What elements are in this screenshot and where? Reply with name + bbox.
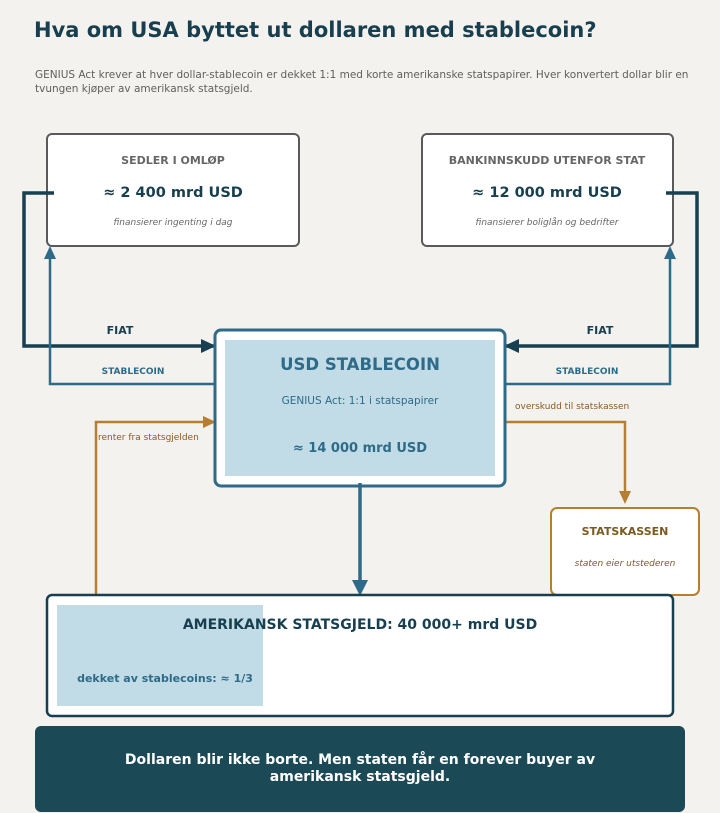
interest-label: renter fra statsgjelden bbox=[98, 433, 199, 443]
debt-box bbox=[47, 595, 673, 716]
interest-arrow bbox=[96, 422, 204, 596]
stablecoin-arrowhead-right bbox=[664, 246, 676, 259]
stablecoin-title: USD STABLECOIN bbox=[280, 355, 440, 374]
treasury-note: staten eier utstederen bbox=[574, 559, 676, 569]
cash-value: ≈ 2 400 mrd USD bbox=[103, 185, 243, 201]
treasury-title: STATSKASSEN bbox=[581, 525, 669, 538]
deposits-box bbox=[422, 134, 673, 246]
page-subtitle: GENIUS Act krever at hver dollar-stablecoin er dekket 1:1 med korte amerikanske statspapirer. Hver konvertert dollar blir en tvungen kjøper av amerikansk statsgjeld. bbox=[35, 69, 689, 95]
fiat-label-left: FIAT bbox=[106, 324, 134, 337]
footer-text: Dollaren blir ikke borte. Men staten får en forever buyer av amerikansk statsgjeld. bbox=[124, 752, 596, 785]
stablecoin-value: ≈ 14 000 mrd USD bbox=[292, 441, 428, 456]
cash-note: finansierer ingenting i dag bbox=[113, 218, 233, 228]
page-title: Hva om USA byttet ut dollaren med stablecoin? bbox=[34, 18, 597, 42]
purchase-arrowhead bbox=[352, 580, 368, 596]
surplus-label: overskudd til statskassen bbox=[515, 402, 630, 412]
deposits-value: ≈ 12 000 mrd USD bbox=[472, 185, 622, 201]
surplus-arrowhead bbox=[619, 491, 631, 504]
stablecoin-arrow-right bbox=[504, 257, 670, 384]
stablecoin-label-right: STABLECOIN bbox=[555, 367, 619, 377]
stablecoin-label-left: STABLECOIN bbox=[101, 367, 165, 377]
treasury-box bbox=[551, 508, 699, 595]
stablecoin-arrowhead-left bbox=[44, 246, 56, 259]
surplus-arrow bbox=[504, 422, 625, 492]
deposits-title: BANKINNSKUDD UTENFOR STAT bbox=[448, 154, 646, 167]
stablecoin-subtitle: GENIUS Act: 1:1 i statspapirer bbox=[281, 395, 439, 407]
debt-title: AMERIKANSK STATSGJELD: 40 000+ mrd USD bbox=[182, 617, 538, 633]
debt-covered-label: dekket av stablecoins: ≈ 1/3 bbox=[77, 672, 253, 685]
cash-title: SEDLER I OMLØP bbox=[121, 154, 225, 167]
stablecoin-arrow-left bbox=[50, 257, 216, 384]
footer-banner bbox=[35, 726, 685, 812]
fiat-label-right: FIAT bbox=[586, 324, 614, 337]
cash-box bbox=[47, 134, 299, 246]
stablecoin-box bbox=[215, 330, 505, 486]
deposits-note: finansierer boliglån og bedrifter bbox=[475, 218, 619, 228]
